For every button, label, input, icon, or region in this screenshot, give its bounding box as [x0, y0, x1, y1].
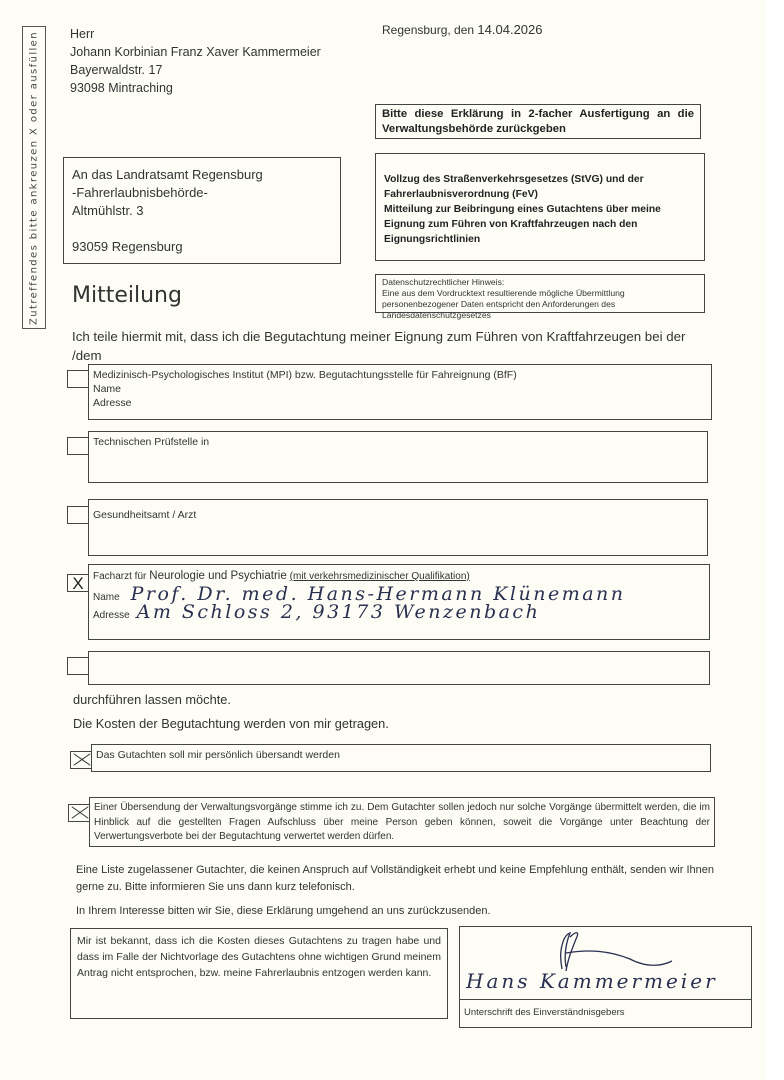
sender-salutation: Herr: [70, 27, 95, 41]
notice-text: Bitte diese Erklärung in 2-facher Ausfertigung an die Verwaltungsbehörde zurückgeben: [382, 108, 694, 135]
privacy-text: Eine aus dem Vordrucktext resultierende mögliche Übermittlung personenbezogener Daten entspricht den Anforderungen des Landesdatenschutzgesetzes: [382, 288, 625, 320]
subject-line-1: Vollzug des Straßenverkehrsgesetzes (StVG) und der Fahrerlaubnisverordnung (FeV): [384, 174, 644, 200]
recipient-line-1: An das Landratsamt Regensburg: [72, 167, 263, 182]
option-specialist-label-suffix: (mit verkehrsmedizinischer Qualifikation): [289, 571, 470, 582]
subject-box: [375, 153, 705, 261]
option-mpi-address-label: Adresse: [93, 397, 132, 409]
intro-text: Ich teile hiermit mit, dass ich die Begutachtung meiner Eignung zum Führen von Kraftfahrzeugen bei der /dem: [72, 329, 686, 363]
sender-name: Johann Korbinian Franz Xaver Kammermeier: [70, 45, 321, 59]
option-specialist-label-prefix: Facharzt für: [93, 571, 147, 582]
option-specialist-address-label: Adresse: [93, 610, 130, 621]
signature-line: [460, 999, 751, 1000]
date-line: [382, 22, 543, 37]
option-specialist-name-value[interactable]: Prof. Dr. med. Hans-Hermann Klünemann: [130, 583, 626, 605]
page-title: Mitteilung: [72, 283, 182, 308]
checkbox-technical-inspection[interactable]: [67, 437, 89, 455]
option-technical-inspection-label: Technischen Prüfstelle in: [93, 436, 210, 448]
option-mpi-box[interactable]: [88, 364, 712, 420]
date-place: Regensburg, den: [382, 23, 475, 37]
option-specialist-name-label: Name: [93, 592, 120, 603]
checkbox-health-office[interactable]: [67, 506, 89, 524]
gutachter-list-info: Eine Liste zugelassener Gutachter, die keinen Anspruch auf Vollständigkeit erhebt und keine Empfehlung enthält, senden wir Ihnen gerne zu. Bitte informieren Sie uns dann kurz telefonisch.: [76, 864, 714, 893]
side-instruction-label: [22, 26, 46, 329]
option-specialist-address-value[interactable]: Am Schloss 2, 93173 Wenzenbach: [136, 601, 541, 623]
option-other-box[interactable]: [88, 651, 710, 685]
privacy-notice-box: [375, 274, 705, 320]
acknowledgement-text: Mir ist bekannt, dass ich die Kosten dieses Gutachtens zu tragen habe und dass im Falle der Nichtvorlage des Gutachtens ohne wichtigen Grund meinem Antrag nicht entsprochen, bzw. meine Fahrerlaubnis entzogen werden kann.: [77, 935, 441, 979]
sender-city: 93098 Mintraching: [70, 81, 173, 95]
acknowledgement-box: [70, 928, 448, 1019]
consent-transfer-box[interactable]: [89, 797, 715, 847]
checkbox-specialist[interactable]: [67, 574, 89, 592]
recipient-line-4: 93059 Regensburg: [72, 239, 183, 254]
signature-label: Unterschrift des Einverständnisgebers: [464, 1007, 625, 1018]
option-technical-inspection-box[interactable]: [88, 431, 708, 483]
signature-box[interactable]: [459, 926, 752, 1028]
option-specialist-label-main: Neurologie und Psychiatrie: [149, 570, 287, 582]
consent-transfer-label: Einer Übersendung der Verwaltungsvorgänge stimme ich zu. Dem Gutachter sollen jedoch nur solche Vorgänge übermittelt werden, die im Hinblick auf die gestellten Fragen Aufschluss über meine Person geben können, soweit die Vorgänge unter Beachtung der Verwertungsverbote bei der Begutachtung verwertet werden dürfen.: [94, 802, 710, 842]
consent-send-box[interactable]: [91, 744, 711, 772]
sender-street: Bayerwaldstr. 17: [70, 63, 163, 77]
costs-statement: Die Kosten der Begutachtung werden von mir getragen.: [73, 716, 389, 731]
check-mark-x: X: [72, 574, 84, 593]
signature-handwriting: Hans Kammermeier: [466, 969, 718, 993]
privacy-heading: Datenschutzrechtlicher Hinweis:: [382, 277, 505, 287]
recipient-line-3: Altmühlstr. 3: [72, 203, 144, 218]
subject-line-2: Mitteilung zur Beibringung eines Gutachtens über meine Eignung zum Führen von Kraftfahrzeugen nach den Eignungsrichtlinien: [384, 204, 661, 245]
recipient-address-box: [63, 157, 341, 264]
date-value: 14.04.2026: [477, 22, 543, 37]
consent-send-label: Das Gutachten soll mir persönlich übersandt werden: [96, 749, 340, 761]
sender-address: [70, 25, 321, 97]
notice-box: [375, 104, 701, 139]
checkbox-send-report[interactable]: [70, 751, 92, 769]
option-mpi-name-label: Name: [93, 383, 122, 395]
checkbox-mpi[interactable]: [67, 370, 89, 388]
closing-phrase: durchführen lassen möchte.: [73, 692, 231, 707]
option-health-office-box[interactable]: [88, 499, 708, 556]
recipient-line-2: -Fahrerlaubnisbehörde-: [72, 185, 208, 200]
option-specialist-box[interactable]: [88, 564, 710, 640]
checkbox-transfer-records[interactable]: [68, 804, 90, 822]
side-instruction-text: Zutreffendes bitte ankreuzen X oder ausfüllen: [28, 30, 40, 325]
option-health-office-label: Gesundheitsamt / Arzt: [93, 509, 197, 521]
return-request: In Ihrem Interesse bitten wir Sie, diese Erklärung umgehend an uns zurückzusenden.: [76, 905, 491, 917]
option-mpi-label: Medizinisch-Psychologisches Institut (MPI) bzw. Begutachtungsstelle für Fahreignung (BfF): [93, 369, 517, 381]
checkbox-other[interactable]: [67, 657, 89, 675]
